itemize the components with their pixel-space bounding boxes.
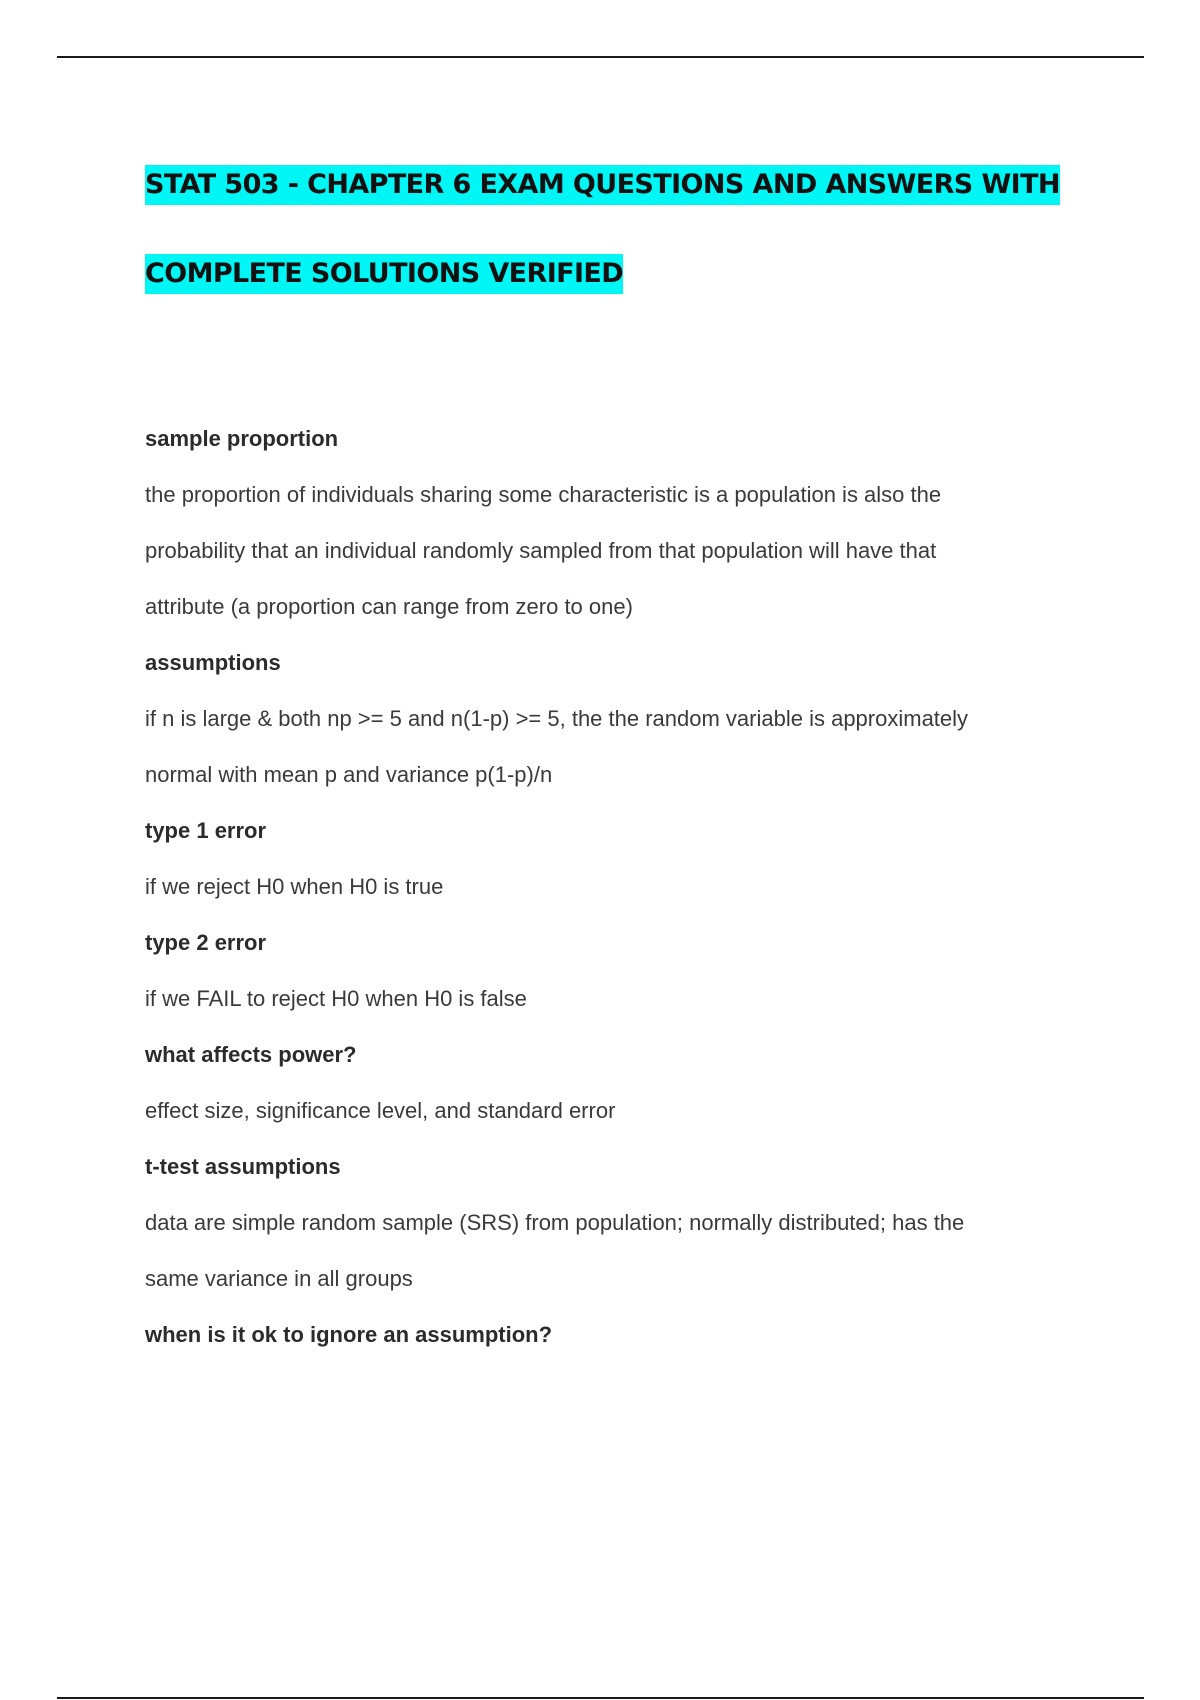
answer-line: if we FAIL to reject H0 when H0 is false bbox=[145, 986, 527, 1011]
question-term: type 1 error bbox=[145, 818, 267, 843]
header-rule bbox=[57, 56, 1144, 58]
answer-line: if n is large & both np >= 5 and n(1-p) >= 5, the the random variable is approximately bbox=[145, 706, 969, 731]
qa-entry bbox=[145, 1027, 1085, 1139]
page-content bbox=[145, 140, 1085, 1363]
qa-list bbox=[145, 411, 1085, 1363]
answer-line: normal with mean p and variance p(1-p)/n bbox=[145, 762, 553, 787]
title-highlight: COMPLETE SOLUTIONS VERIFIED bbox=[145, 254, 623, 294]
answer-line: probability that an individual randomly sampled from that population will have that bbox=[145, 538, 937, 563]
qa-entry bbox=[145, 411, 1085, 635]
qa-entry bbox=[145, 635, 1085, 803]
question-term: t-test assumptions bbox=[145, 1154, 341, 1179]
answer-line: attribute (a proportion can range from zero to one) bbox=[145, 594, 633, 619]
title-line-2 bbox=[145, 229, 1085, 318]
question-term: when is it ok to ignore an assumption? bbox=[145, 1322, 553, 1347]
question-term: what affects power? bbox=[145, 1042, 357, 1067]
answer-line: if we reject H0 when H0 is true bbox=[145, 874, 444, 899]
qa-entry bbox=[145, 803, 1085, 915]
qa-entry bbox=[145, 915, 1085, 1027]
title-highlight: STAT 503 - CHAPTER 6 EXAM QUESTIONS AND ANSWERS WITH bbox=[145, 165, 1060, 205]
question-term: assumptions bbox=[145, 650, 281, 675]
answer-line: data are simple random sample (SRS) from population; normally distributed; has the bbox=[145, 1210, 965, 1235]
title-line-1 bbox=[145, 140, 1085, 229]
qa-entry bbox=[145, 1307, 1085, 1363]
footer-rule bbox=[57, 1697, 1144, 1699]
answer-line: the proportion of individuals sharing some characteristic is a population is also the bbox=[145, 482, 942, 507]
question-term: type 2 error bbox=[145, 930, 267, 955]
answer-line: same variance in all groups bbox=[145, 1266, 413, 1291]
document-title bbox=[145, 140, 1085, 318]
answer-line: effect size, significance level, and standard error bbox=[145, 1098, 616, 1123]
question-term: sample proportion bbox=[145, 426, 339, 451]
qa-entry bbox=[145, 1139, 1085, 1307]
